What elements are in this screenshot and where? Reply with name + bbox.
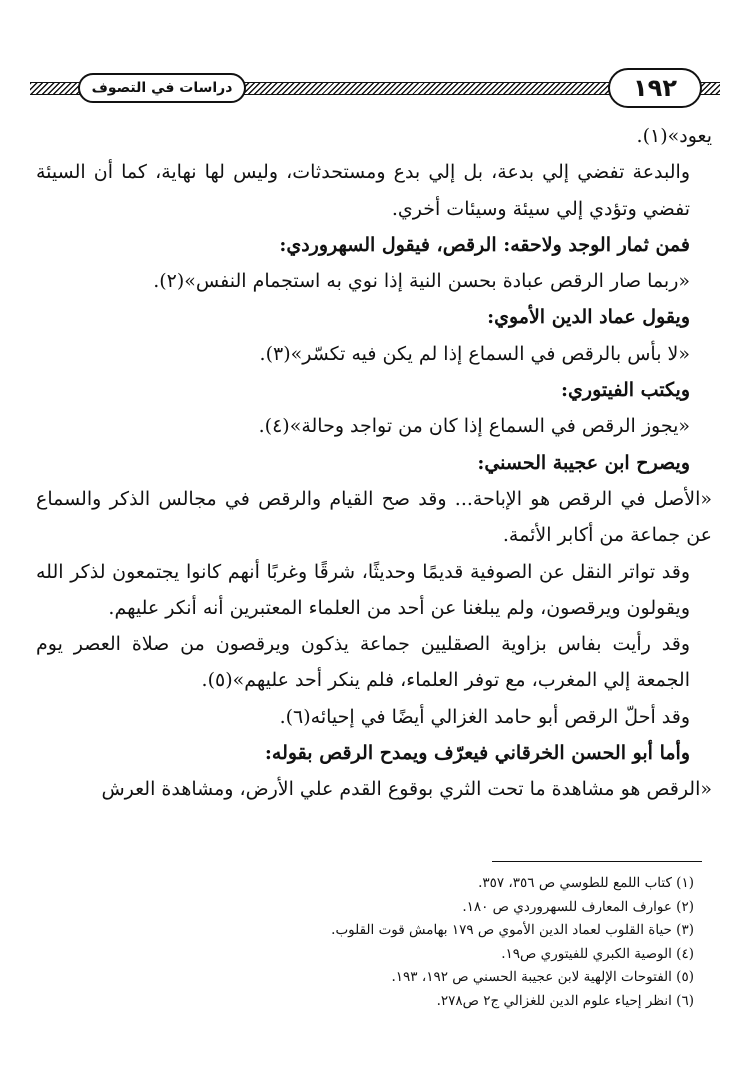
header-ornament-left <box>30 82 82 95</box>
footnote-5: (٥) الفتوحات الإلهية لابن عجيبة الحسني ص ١٩٢، ١٩٣. <box>391 969 694 985</box>
quote-umawi: «لا بأس بالرقص في السماع إذا لم يكن فيه تكسّر»(٣). <box>259 342 690 365</box>
page-number: ١٩٢ <box>608 68 702 108</box>
footnote-divider <box>492 861 702 862</box>
heading-fituri: ويكتب الفيتوري: <box>561 379 690 402</box>
footnote-2: (٢) عوارف المعارف للسهروردي ص ١٨٠. <box>462 898 694 915</box>
running-header <box>30 66 720 112</box>
heading-umawi: ويقول عماد الدين الأموي: <box>487 306 690 329</box>
book-title: دراسات في التصوف <box>78 73 246 103</box>
quote-suhrawardi: «ربما صار الرقص عبادة بحسن النية إذا نوي به استجمام النفس»(٢). <box>153 270 690 293</box>
header-ornament-middle <box>242 82 612 95</box>
heading-suhrawardi: فمن ثمار الوجد ولاحقه: الرقص، فيقول السهروردي: <box>279 233 690 256</box>
heading-kharqani: وأما أبو الحسن الخرقاني فيعرّف ويمدح الرقص بقوله: <box>264 742 690 765</box>
paragraph-continuation: يعود»(١). <box>636 125 712 147</box>
footnotes <box>44 872 720 1013</box>
paragraph-tawatur: وقد تواتر النقل عن الصوفية قديمًا وحديثًا، شرقًا وغربًا أنهم كانوا يجتمعون لذكر الله ويقولون ويرقصون، ولم يبلغنا عن أحد من العلماء المعتبرين أنه أنكر عليهم. <box>36 560 690 619</box>
paragraph-bida: والبدعة تفضي إلي بدعة، بل إلي بدع ومستحدثات، وليس لها نهاية، كما أن السيئة تفضي وتؤدي إلي سيئة وسيئات أخري. <box>36 161 690 220</box>
footnote-3: (٣) حياة القلوب لعماد الدين الأموي ص ١٧٩ بهامش قوت القلوب. <box>331 922 694 938</box>
footnote-6: (٦) انظر إحياء علوم الدين للغزالي ج٢ ص٢٧٨. <box>436 992 694 1009</box>
quote-ibn-ajiba: «الأصل في الرقص هو الإباحة... وقد صح القيام والرقص في مجالس الذكر والسماع عن جماعة من أكابر الأئمة. <box>36 487 712 547</box>
footnote-1: (١) كتاب اللمع للطوسي ص ٣٥٦، ٣٥٧. <box>478 875 694 891</box>
quote-fituri: «يجوز الرقص في السماع إذا كان من تواجد وحالة»(٤). <box>258 415 690 438</box>
paragraph-fas: وقد رأيت بفاس بزاوية الصقليين جماعة يذكون ويرقصون من صلاة العصر يوم الجمعة إلي المغرب، مع توفر العلماء، فلم ينكر أحد عليهم»(٥). <box>36 633 690 692</box>
heading-ibn-ajiba: ويصرح ابن عجيبة الحسني: <box>477 451 690 474</box>
footnote-4: (٤) الوصية الكبري للفيتوري ص١٩. <box>501 945 694 962</box>
main-text <box>36 118 712 808</box>
quote-kharqani: «الرقص هو مشاهدة ما تحت الثري بوقوع القدم علي الأرض، ومشاهدة العرش <box>101 778 712 801</box>
paragraph-ghazali: وقد أحلّ الرقص أبو حامد الغزالي أيضًا في إحيائه(٦). <box>279 705 690 728</box>
